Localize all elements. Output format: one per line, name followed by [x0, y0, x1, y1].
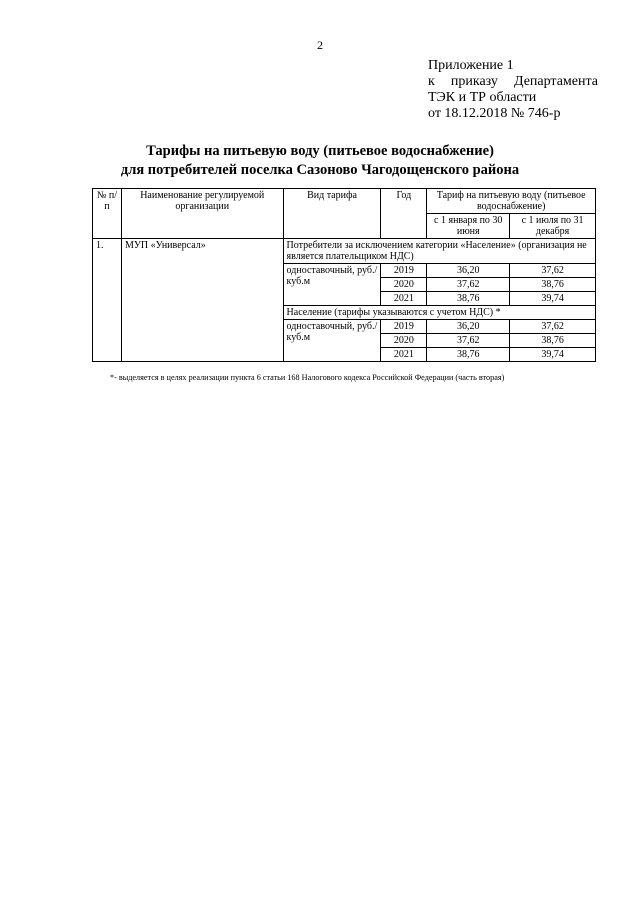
row-num: 1. — [93, 239, 122, 362]
appendix-line-4: от 18.12.2018 № 746-р — [428, 106, 561, 121]
header-period-1: с 1 января по 30 июня — [427, 214, 510, 239]
tariff-cell: 38,76 — [427, 292, 510, 306]
header-period-2: с 1 июля по 31 декабря — [510, 214, 596, 239]
tariff-table — [92, 188, 596, 362]
tariff-cell: 37,62 — [427, 278, 510, 292]
tariff-cell: 37,62 — [427, 334, 510, 348]
group-2-label: Население (тарифы указываются с учетом НДС) * — [283, 306, 595, 320]
appendix-line-3: ТЭК и ТР области — [428, 90, 537, 105]
year-cell: 2020 — [381, 334, 427, 348]
header-year: Год — [381, 189, 427, 239]
document-title — [0, 142, 640, 180]
row-org: МУП «Универсал» — [121, 239, 283, 362]
group-2-tariff-type: одноставочный, руб./куб.м — [283, 320, 381, 362]
table-row — [93, 239, 596, 264]
footnote: *- выделяется в целях реализации пункта 6 статьи 168 Налогового кодекса Российской Федерации (часть вторая) — [110, 373, 505, 382]
header-tariff: Тариф на питьевую воду (питьевое водоснабжение) — [427, 189, 596, 214]
tariff-cell: 39,74 — [510, 348, 596, 362]
header-org: Наименование регулируемой организации — [121, 189, 283, 239]
appendix-line-1: Приложение 1 — [428, 58, 514, 73]
header-num: № п/п — [93, 189, 122, 239]
tariff-cell: 39,74 — [510, 292, 596, 306]
year-cell: 2021 — [381, 292, 427, 306]
year-cell: 2019 — [381, 264, 427, 278]
title-line-1: Тарифы на питьевую воду (питьевое водоснабжение) — [146, 143, 494, 159]
table-header-row — [93, 189, 596, 214]
page-number: 2 — [317, 38, 323, 52]
appendix-line-2: к приказу Департамента — [428, 74, 598, 89]
appendix-block — [428, 58, 598, 122]
tariff-cell: 36,20 — [427, 320, 510, 334]
header-type: Вид тарифа — [283, 189, 381, 239]
group-1-label: Потребители за исключением категории «Население» (организация не является плательщиком НДС) — [283, 239, 595, 264]
tariff-cell: 38,76 — [510, 334, 596, 348]
year-cell: 2020 — [381, 278, 427, 292]
tariff-cell: 36,20 — [427, 264, 510, 278]
tariff-cell: 38,76 — [427, 348, 510, 362]
year-cell: 2019 — [381, 320, 427, 334]
group-1-tariff-type: одноставочный, руб./куб.м — [283, 264, 381, 306]
year-cell: 2021 — [381, 348, 427, 362]
tariff-cell: 37,62 — [510, 320, 596, 334]
title-line-2: для потребителей поселка Сазоново Чагодощенского района — [120, 162, 520, 178]
tariff-cell: 38,76 — [510, 278, 596, 292]
tariff-cell: 37,62 — [510, 264, 596, 278]
